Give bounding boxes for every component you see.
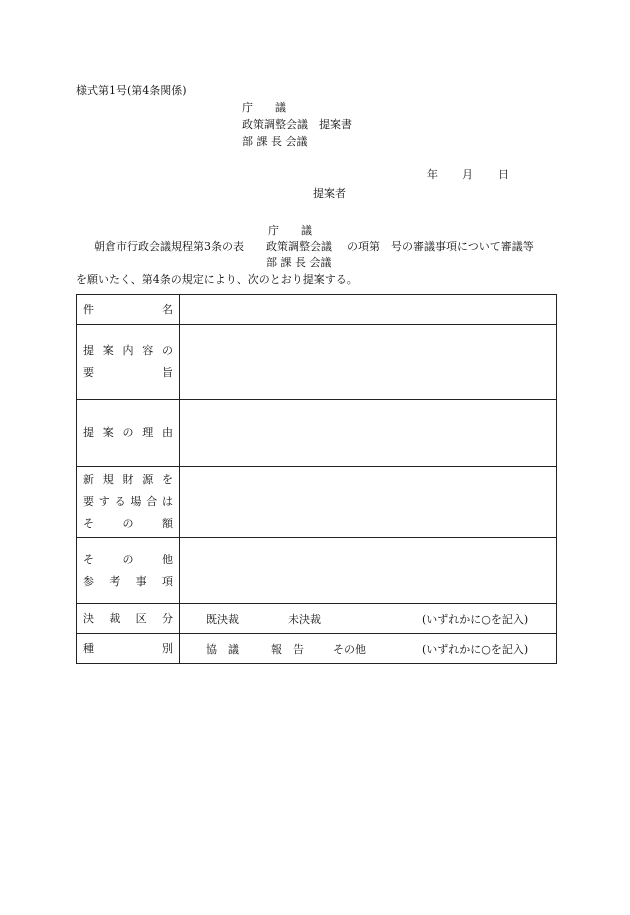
value-kessai-kubun [180, 604, 557, 634]
table-row [77, 467, 557, 538]
label-kenmei [77, 295, 180, 325]
label-char: 旨 [162, 366, 173, 379]
date-day: 日 [498, 168, 509, 181]
label-char: 案 [102, 426, 114, 439]
proposer-label: 提案者 [313, 187, 346, 200]
label-char: す [98, 495, 110, 508]
proposal-table [76, 294, 557, 664]
kessai-note: (いずれかに○を記入) [422, 612, 529, 626]
label-char: 区 [135, 611, 147, 625]
label-sonota-sankou [77, 538, 180, 604]
value-kenmei[interactable] [180, 295, 557, 325]
label-char: 種 [83, 641, 94, 655]
value-teian-naiyou[interactable] [180, 325, 557, 400]
label-char: 裁 [109, 611, 121, 625]
label-char: 案 [102, 344, 114, 357]
date-month: 月 [462, 168, 473, 181]
label-char: 項 [161, 574, 173, 588]
option-houkoku[interactable]: 報 告 [271, 642, 304, 656]
table-row [77, 295, 557, 325]
label-kessai-kubun [77, 604, 180, 634]
label-teian-naiyou [77, 325, 180, 400]
label-char: 内 [122, 344, 134, 357]
label-char: 別 [162, 641, 173, 655]
body-line1-before: 朝倉市行政会議規程第3条の表 [94, 240, 244, 253]
label-char: 場 [130, 495, 142, 508]
body-line1-after: の項第 号の審議事項について審議等 [347, 240, 534, 253]
value-sonota-sankou[interactable] [180, 538, 557, 604]
table-row [77, 538, 557, 604]
label-char: 額 [162, 517, 173, 530]
label-char: の [122, 426, 134, 439]
label-teian-riyuu [77, 400, 180, 467]
label-char: る [114, 495, 126, 508]
label-char: 他 [162, 552, 173, 566]
title-option-text: 庁 議 [242, 101, 286, 114]
label-shinki-zaigen [77, 467, 180, 538]
label-char: の [162, 344, 173, 357]
table-row [77, 604, 557, 634]
label-char: 参 [83, 574, 94, 588]
title-option-bukacho: 部 課 長 会議 [242, 135, 308, 148]
label-char: 件 [83, 302, 94, 316]
table-row [77, 400, 557, 467]
date-year: 年 [427, 168, 438, 181]
option-sonota[interactable]: その他 [333, 642, 366, 656]
title-option-seisaku: 政策調整会議 提案書 [242, 118, 352, 131]
label-shubetsu [77, 634, 180, 664]
shubetsu-note: (いずれかに○を記入) [422, 642, 529, 656]
label-char: 新 [83, 473, 94, 486]
label-char: そ [83, 517, 94, 530]
label-char: 提 [83, 426, 94, 439]
label-char: 源 [142, 473, 154, 486]
value-shubetsu [180, 634, 557, 664]
label-char: の [122, 517, 134, 530]
label-char: 決 [83, 611, 94, 625]
body-option-chougi: 庁 議 [268, 224, 312, 237]
label-char: 要 [83, 366, 94, 379]
form-number: 様式第1号(第4条関係) [76, 84, 187, 97]
body-option-bukacho: 部 課 長 会議 [266, 256, 332, 269]
body-option-seisaku: 政策調整会議 [266, 240, 332, 253]
label-char: 分 [161, 611, 173, 625]
label-char: 由 [162, 426, 173, 439]
title-option-chougi [242, 101, 312, 115]
label-char: 規 [102, 473, 114, 486]
label-char: は [161, 495, 173, 508]
label-char: 財 [122, 473, 134, 486]
label-char: 要 [83, 495, 94, 508]
label-char: 考 [109, 574, 121, 588]
label-char: を [162, 473, 173, 486]
table-row [77, 634, 557, 664]
label-char: 事 [135, 574, 147, 588]
body-line2: を願いたく、第4条の規定により、次のとおり提案する。 [76, 273, 358, 286]
label-char: そ [83, 552, 94, 566]
label-char: 提 [83, 344, 94, 357]
table-row [77, 325, 557, 400]
option-mikessai[interactable]: 未決裁 [288, 612, 321, 626]
option-kikessai[interactable]: 既決裁 [206, 612, 239, 626]
label-char: 合 [146, 495, 158, 508]
label-char: 名 [162, 302, 173, 316]
label-char: の [122, 552, 134, 566]
label-char: 理 [142, 426, 154, 439]
value-teian-riyuu[interactable] [180, 400, 557, 467]
value-shinki-zaigen[interactable] [180, 467, 557, 538]
option-kyougi[interactable]: 協 議 [206, 642, 239, 656]
label-char: 容 [142, 344, 154, 357]
